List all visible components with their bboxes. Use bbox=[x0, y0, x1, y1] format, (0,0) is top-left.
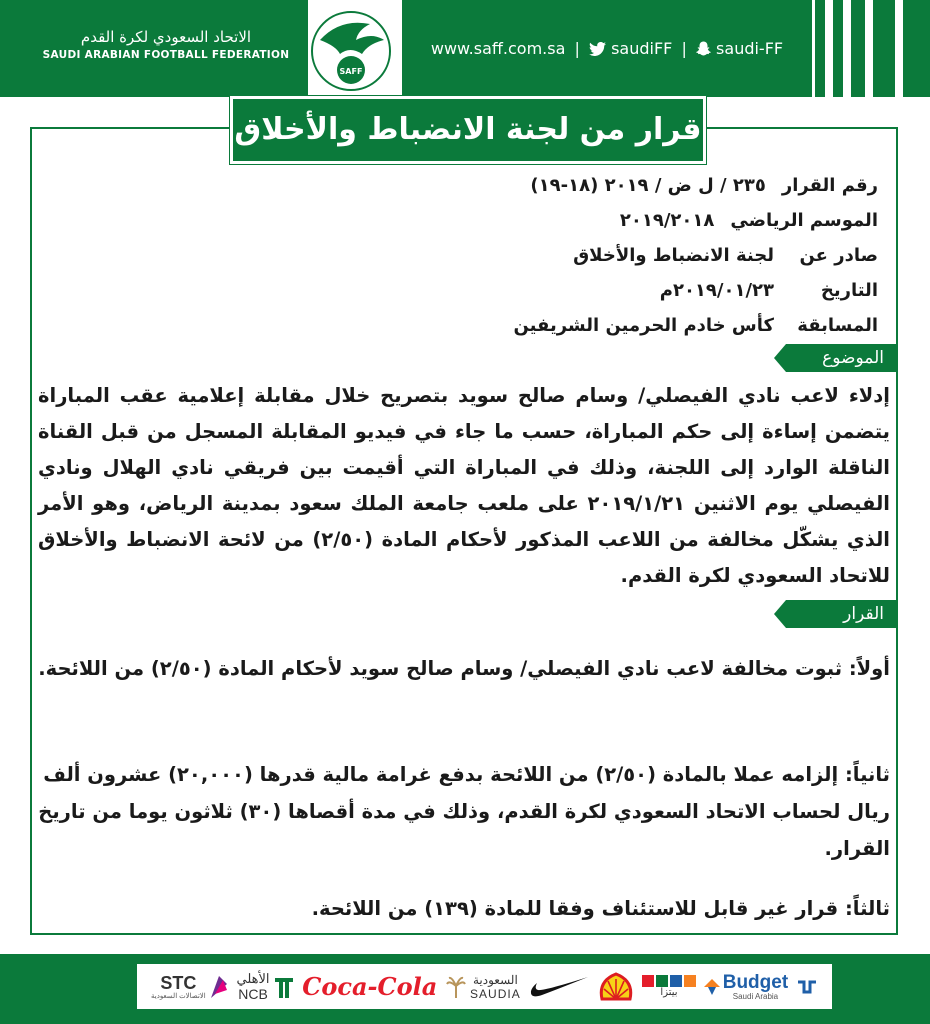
meta-row-date bbox=[38, 273, 878, 308]
separator: | bbox=[681, 39, 687, 58]
sponsor-arabic-brand bbox=[642, 975, 696, 998]
snapchat-icon bbox=[696, 41, 711, 56]
meta-label: الموسم الرياضي bbox=[730, 210, 878, 231]
federation-name-arabic: الاتحاد السعودي لكرة القدم bbox=[80, 28, 252, 46]
meta-value: لجنة الانضباط والأخلاق bbox=[573, 245, 774, 266]
header-stripe bbox=[815, 0, 825, 97]
meta-value: كأس خادم الحرمين الشريفين bbox=[513, 315, 774, 336]
social-links bbox=[402, 38, 812, 58]
shell-logo-icon bbox=[598, 971, 634, 1003]
budget-mark-icon bbox=[704, 979, 720, 995]
header-stripe bbox=[873, 0, 895, 97]
meta-row-issuer bbox=[38, 238, 878, 273]
stc-mark-icon bbox=[209, 974, 229, 1000]
sponsor-saudia bbox=[445, 973, 521, 1001]
meta-label: التاريخ bbox=[820, 280, 878, 301]
subject-label: الموضوع bbox=[786, 344, 896, 372]
twitter-handle[interactable]: saudiFF bbox=[611, 39, 673, 58]
meta-value: ٢٠١٩/٢٠١٨ bbox=[619, 210, 715, 231]
title-banner bbox=[230, 96, 706, 164]
budget-subtitle: Saudi Arabia bbox=[732, 991, 779, 1001]
budget-name: Budget bbox=[722, 971, 789, 993]
header-stripe bbox=[903, 0, 930, 97]
ncb-logo-icon bbox=[273, 974, 295, 1000]
meta-block bbox=[38, 168, 890, 343]
stc-subtitle: الاتصالات السعودية bbox=[151, 992, 206, 1000]
ncb-arabic: الأهلي bbox=[236, 970, 270, 986]
saudia-palm-icon bbox=[445, 974, 467, 1000]
meta-value: ٢٠١٩/٠١/٢٣م bbox=[659, 280, 774, 301]
meta-row-competition bbox=[38, 308, 878, 343]
ncb-english: NCB bbox=[238, 985, 268, 1002]
saudia-arabic: السعودية bbox=[472, 972, 518, 987]
meta-row-season bbox=[38, 203, 878, 238]
sponsor-ncb bbox=[237, 972, 295, 1002]
brand-caption: بيتزا bbox=[660, 987, 678, 998]
nike-swoosh-icon bbox=[528, 975, 590, 999]
decision-second: ثانياً: إلزامه عملا بالمادة (٢/٥٠) من اللائحة بدفع غرامة مالية قدرها (٢٠,٠٠٠) عشرون ألف ريال لحساب الاتحاد السعودي لكرة القدم، وذلك في مدة أقصاها (٣٠) ثلاثون يوما من تاريخ القرار. bbox=[38, 763, 890, 860]
sponsor-cocacola: Coca-Cola bbox=[302, 972, 438, 1001]
meta-label: صادر عن bbox=[799, 245, 878, 266]
sponsor-budget bbox=[704, 973, 788, 1001]
header-stripe bbox=[833, 0, 843, 97]
meta-row-decision-number bbox=[38, 168, 878, 203]
subject-text: إدلاء لاعب نادي الفيصلي/ وسام صالح سويد بتصريح خلال مقابلة إعلامية عقب المباراة يتضمن إساءة إلى حكم المباراة، حسب ما جاء في فيديو المقابلة المسجل من قبل القناة الناقلة الوارد إلى اللجنة، وذلك في المباراة التي أقيمت بين فريقي نادي الهلال ونادي الفيصلي يوم الاثنين ٢٠١٩/١/٢١ على ملعب جامعة الملك سعود بمدينة الرياض، وهو الأمر الذي يشكّل مخالفة من اللاعب المذكور لأحكام المادة (٢/٥٠) من لائحة الانضباط والأخلاق للاتحاد السعودي لكرة القدم. bbox=[38, 384, 890, 587]
decision-label: القرار bbox=[786, 600, 896, 628]
saff-logo bbox=[310, 10, 392, 92]
brand-mark-icon bbox=[796, 978, 818, 996]
page-title: قرار من لجنة الانضباط والأخلاق bbox=[234, 112, 702, 147]
federation-name-english: SAUDI ARABIAN FOOTBALL FEDERATION bbox=[42, 49, 290, 61]
meta-label: رقم القرار bbox=[781, 175, 878, 196]
header-stripe bbox=[851, 0, 865, 97]
separator: | bbox=[574, 39, 580, 58]
snapchat-handle[interactable]: saudi-FF bbox=[716, 39, 784, 58]
decision-third: ثالثاً: قرار غير قابل للاستئناف وفقا للمادة (١٣٩) من اللائحة. bbox=[311, 897, 890, 920]
sponsor-strip bbox=[137, 964, 832, 1009]
brand-color-bars bbox=[642, 975, 696, 987]
saudia-english: SAUDIA bbox=[470, 986, 521, 1001]
sponsor-stc bbox=[151, 974, 229, 1000]
logo-text: SAFF bbox=[339, 67, 363, 76]
website-link[interactable]: www.saff.com.sa bbox=[430, 39, 566, 58]
meta-label: المسابقة bbox=[797, 315, 878, 336]
meta-value: ٢٣٥ / ل ض / ٢٠١٩ (١٨-١٩) bbox=[530, 175, 766, 196]
stc-logo-text: STC bbox=[160, 972, 197, 993]
decision-first: أولاً: ثبوت مخالفة لاعب نادي الفيصلي/ وسام صالح سويد لأحكام المادة (٢/٥٠) من اللائحة. bbox=[38, 657, 890, 680]
twitter-icon bbox=[589, 42, 606, 56]
